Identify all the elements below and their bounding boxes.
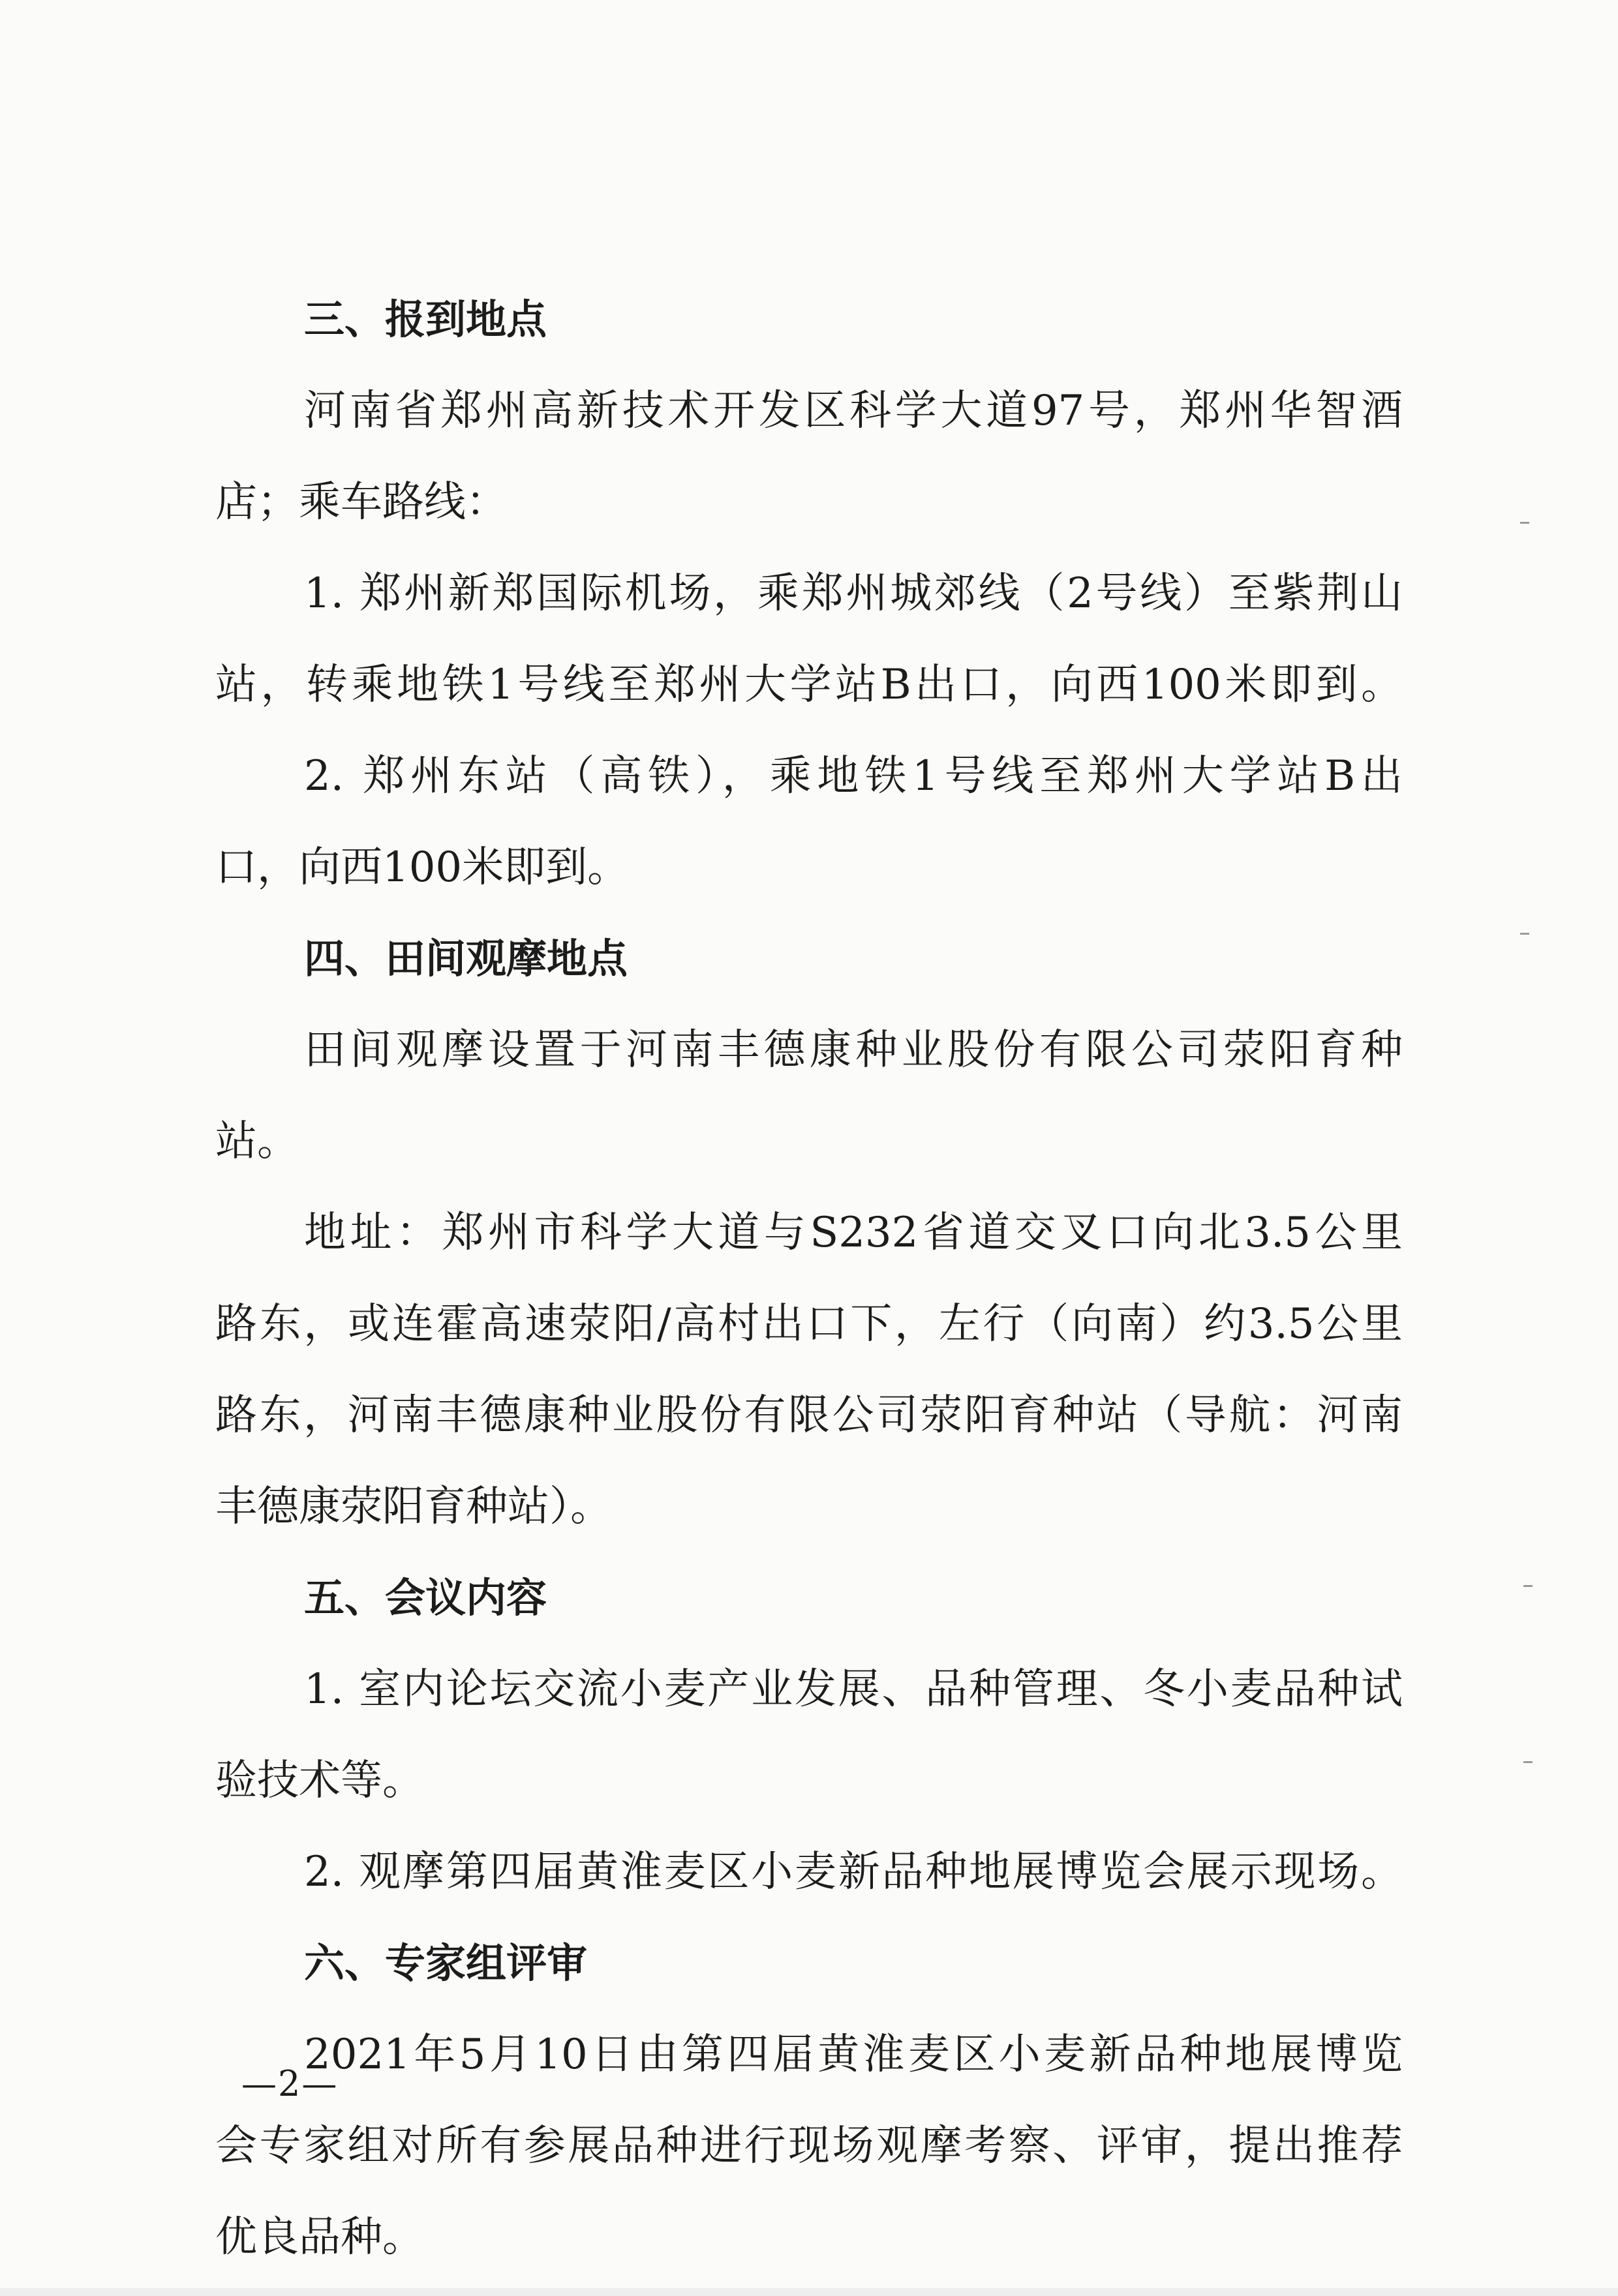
paragraph-line: 2. 郑州东站（高铁），乘地铁1号线至郑州大学站B出 [304, 752, 1403, 800]
paragraph-line: 1. 室内论坛交流小麦产业发展、品种管理、冬小麦品种试 [304, 1665, 1403, 1714]
paragraph-line: 2. 观摩第四届黄淮麦区小麦新品种地展博览会展示现场。 [304, 1848, 1403, 1896]
paragraph-line: 口，向西100米即到。 [215, 843, 630, 892]
paragraph-line: 会专家组对所有参展品种进行现场观摩考察、评审，提出推荐 [215, 2122, 1403, 2170]
paragraph-line: 站。 [215, 1117, 299, 1166]
paragraph-line: 丰德康荥阳育种站）。 [215, 1483, 612, 1531]
paragraph-line: 2021年5月10日由第四届黄淮麦区小麦新品种地展博览 [304, 2031, 1403, 2079]
document-body [215, 274, 1403, 2283]
paragraph-line: 地址：郑州市科学大道与S232省道交叉口向北3.5公里 [304, 1209, 1403, 1257]
scan-speck [1523, 1585, 1533, 1587]
paragraph-line: 河南省郑州高新技术开发区科学大道97号，郑州华智酒 [304, 387, 1403, 435]
paragraph-line: 路东，或连霍高速荥阳/高村出口下，左行（向南）约3.5公里 [215, 1300, 1403, 1348]
scan-speck [1523, 1761, 1533, 1763]
section-heading-5: 五、会议内容 [304, 1574, 547, 1622]
paragraph-line: 验技术等。 [215, 1757, 424, 1805]
scan-edge [0, 2288, 1618, 2296]
paragraph-line: 路东，河南丰德康种业股份有限公司荥阳育种站（导航：河南 [215, 1391, 1403, 1440]
section-heading-3: 三、报到地点 [304, 295, 547, 343]
paragraph-line: 优良品种。 [215, 2213, 424, 2261]
scan-speck [1520, 933, 1529, 935]
section-heading-6: 六、专家组评审 [304, 1939, 588, 1987]
paragraph-line: 1. 郑州新郑国际机场，乘郑州城郊线（2号线）至紫荆山 [304, 569, 1403, 618]
paragraph-line: 店；乘车路线： [215, 478, 508, 526]
scan-speck [1520, 522, 1529, 524]
page-number: —2— [241, 2063, 339, 2104]
paragraph-line: 田间观摩设置于河南丰德康种业股份有限公司荥阳育种 [304, 1026, 1403, 1074]
paragraph-line: 站，转乘地铁1号线至郑州大学站B出口，向西100米即到。 [215, 661, 1403, 709]
section-heading-4: 四、田间观摩地点 [304, 935, 628, 982]
